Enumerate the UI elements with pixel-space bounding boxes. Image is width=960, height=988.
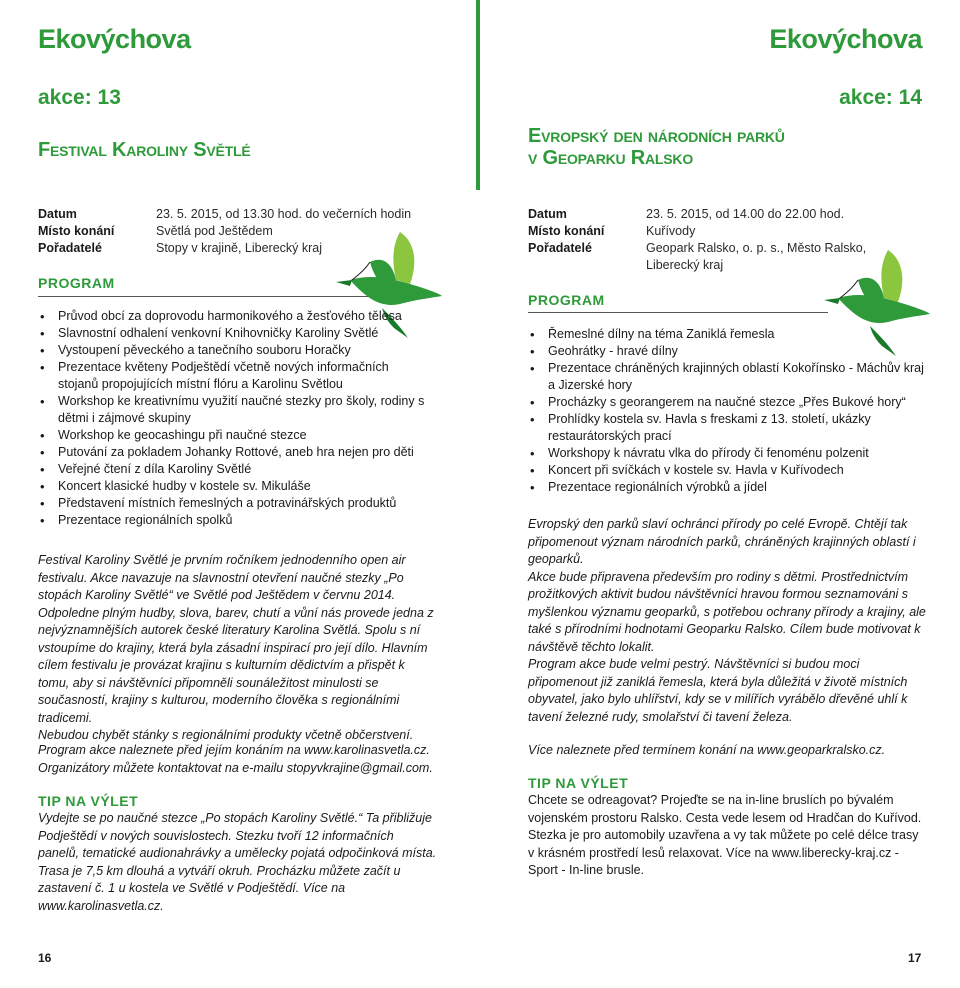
list-item: • Prezentace regionálních výrobků a jídel (528, 479, 924, 496)
list-item: • Workshopy k návratu vlka do přírody či fenoménu polzenit (528, 445, 924, 462)
right-contacts (528, 742, 928, 760)
list-item: • Geohrátky - hravé dílny (528, 343, 924, 360)
event-title: Festival Karoliny Světlé (38, 139, 251, 161)
meta-key: Pořadatelé (528, 241, 592, 255)
meta-value: Liberecký kraj (646, 258, 724, 272)
meta-key: Pořadatelé (38, 241, 102, 255)
meta-value: Stopy v krajině, Liberecký kraj (156, 241, 323, 255)
left-tip (38, 810, 438, 915)
meta-value: 23. 5. 2015, od 14.00 do 22.00 hod. (646, 207, 845, 221)
meta-key (528, 257, 646, 274)
tip-text: Chcete se odreagovat? Projeďte se na in-line bruslích po bývalém vojenském prostoru Ralsko. Cesta vede lesem od Hradčan do Kuřívod. Stezka je pro automobily uzavřena a vy tak můžete po celé délce trasy v krásném prostředí lesů relaxovat. Více na www.liberecky-kraj.cz - Sport - In-line brusle. (528, 793, 922, 877)
program-heading: PROGRAM (38, 275, 115, 291)
meta-key: Místo konání (528, 224, 605, 238)
meta-row (528, 223, 866, 240)
contact-line: Organizátory můžete kontaktovat na e-mailu stopyvkrajine@gmail.com. (38, 760, 433, 775)
list-item: • Prohlídky kostela sv. Havla s freskami z 13. století, ukázky restaurátorských prací (528, 411, 924, 445)
list-item: • Řemeslné dílny na téma Zaniklá řemesla (528, 326, 924, 343)
left-description (38, 552, 438, 745)
brand-title: Ekovýchova (38, 24, 191, 54)
tip-heading: TIP NA VÝLET (38, 793, 139, 809)
list-item: • Workshop ke kreativnímu využití naučné stezky pro školy, rodiny s dětmi i zájmové skupiny (38, 393, 428, 427)
contact-line: Program akce naleznete před jejím konáním na www.karolinasvetla.cz. (38, 743, 430, 757)
meta-value: 23. 5. 2015, od 13.30 hod. do večerních hodin (156, 207, 412, 221)
list-item: • Putování za pokladem Johanky Rottové, aneb hra nejen pro děti (38, 444, 428, 461)
event-title-line: v Geoparku Ralsko (528, 147, 694, 169)
list-item: • Prezentace květeny Podještědí včetně nových informačních stojanů propojujících místní flóru a Karolinu Světlou (38, 359, 428, 393)
page-number: 17 (908, 951, 922, 965)
meta-row (528, 257, 866, 274)
right-program-list (528, 326, 924, 496)
meta-key: Datum (528, 207, 567, 221)
list-item: • Koncert při svíčkách v kostele sv. Havla v Kuřívodech (528, 462, 924, 479)
list-item: • Vystoupení pěveckého a tanečního souboru Horačky (38, 342, 428, 359)
tip-heading: TIP NA VÝLET (528, 775, 629, 791)
list-item: • Prezentace regionálních spolků (38, 512, 428, 529)
paragraph: Odpoledne plným hudby, slova, barev, chutí a vůní nás provede jedna z nejvýznamnějších autorek české literatury Karolina Světlá. Spolu s ní vstoupíme do krajiny, která byla zásadní inspirací pro její dílo. Hlavním cílem festivalu je provázat krajinu s kulturním dědictvím a přispět k tomu, aby si návštěvníci připomněli sounáležitost minulosti se současností, krajiny s kulturou, moderního člověka s regionálními tradicemi. (38, 605, 434, 725)
meta-value: Kuřívody (646, 224, 696, 238)
list-item: • Procházky s georangerem na naučné stezce „Přes Bukové hory“ (528, 394, 924, 411)
page-number: 16 (38, 951, 52, 965)
meta-key: Datum (38, 207, 77, 221)
paragraph: Festival Karoliny Světlé je prvním ročníkem jednodenního open air festivalu. Akce navazuje na slavnostní otevření naučné stezky „Po stopách Karoliny Světlé“ ve Světlé pod Ještědem v červnu 2014. (38, 553, 406, 602)
list-item: • Veřejné čtení z díla Karoliny Světlé (38, 461, 428, 478)
section-rule (528, 312, 828, 313)
list-item: • Koncert klasické hudby v kostele sv. Mikuláše (38, 478, 428, 495)
list-item: • Průvod obcí za doprovodu harmonikového a žesťového tělesa (38, 308, 428, 325)
meta-row (38, 206, 411, 223)
right-tip (528, 792, 926, 880)
meta-value: Geopark Ralsko, o. p. s., Město Ralsko, (646, 241, 867, 255)
paragraph: Program akce bude velmi pestrý. Návštěvníci si budou moci připomenout již zaniklá řemesla, která byla důležitá v životě místních obyvatel, jako bylo uhlířství, kdy se v milířích vyrábělo dřevěné uhlí k tavení železné rudy, smolařství či tavení železa. (528, 657, 908, 724)
event-title (528, 125, 785, 169)
left-contacts (38, 742, 448, 777)
left-program-list (38, 308, 428, 529)
contact-line: Více naleznete před termínem konání na www.geoparkralsko.cz. (528, 743, 886, 757)
paragraph: Nebudou chybět stánky s regionálními produkty včetně občerstvení. (38, 728, 414, 742)
list-item: • Slavnostní odhalení venkovní Knihovničky Karoliny Světlé (38, 325, 428, 342)
program-heading: PROGRAM (528, 292, 605, 308)
paragraph: Akce bude připravena především pro rodiny s dětmi. Prostřednictvím prožitkových aktivit budou návštěvníci hravou formou seznamováni s myšlenkou významu geoparků, s potřebou ochrany přírody a krajiny, ale také s přírodními hodnotami Geoparku Ralsko. Cílem bude motivovat k návštěvě těchto lokalit. (528, 569, 926, 654)
tip-text: Vydejte se po naučné stezce „Po stopách Karoliny Světlé.“ Ta přibližuje Podještědí v nových souvislostech. Stezku tvoří 12 informačních panelů, tematické audionahrávky a umělecky pojatá odpočinková místa. Trasa je 7,5 km dlouhá a vytváří okruh. Procházku můžete začít u zastavení č. 1 u kostela ve Světlé v Podještědí. Více na www.karolinasvetla.cz. (38, 811, 437, 913)
meta-row (528, 206, 866, 223)
meta-value: Světlá pod Ještědem (156, 224, 273, 238)
meta-key: Místo konání (38, 224, 115, 238)
event-number: akce: 13 (38, 86, 121, 109)
event-title-line: Evropský den národních parků (528, 125, 785, 147)
right-meta (528, 206, 866, 274)
event-number: akce: 14 (839, 86, 922, 109)
right-description (528, 516, 926, 726)
list-item: • Prezentace chráněných krajinných oblastí Kokořínsko - Máchův kraj a Jizerské hory (528, 360, 924, 394)
meta-row (528, 240, 866, 257)
list-item: • Workshop ke geocashingu při naučné stezce (38, 427, 428, 444)
brand-title: Ekovýchova (769, 24, 922, 54)
list-item: • Představení místních řemeslných a potravinářských produktů (38, 495, 428, 512)
paragraph: Evropský den parků slaví ochránci přírody po celé Evropě. Chtějí tak připomenout význam národních parků, chráněných krajinných oblastí i geoparků. (528, 517, 916, 566)
